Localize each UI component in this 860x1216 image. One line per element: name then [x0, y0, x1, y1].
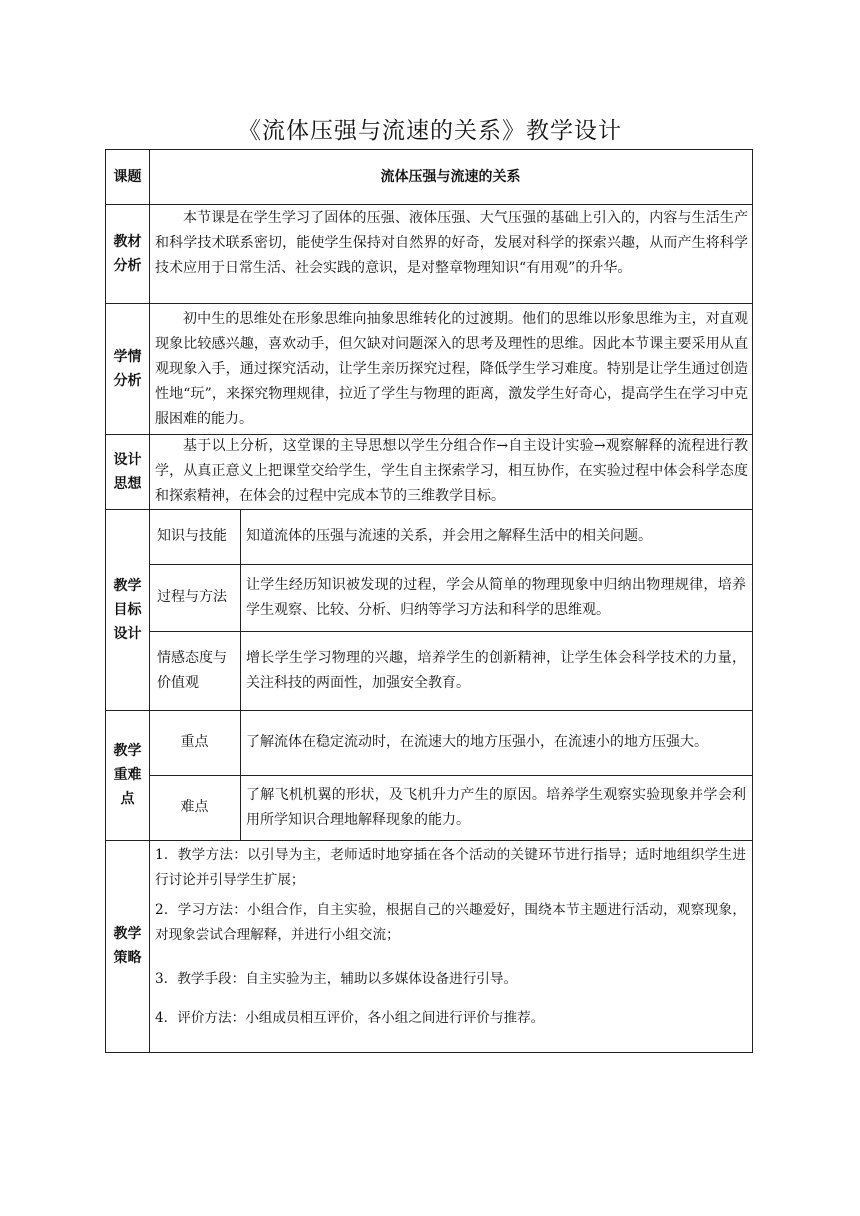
- topic-value: 流体压强与流速的关系: [380, 169, 521, 185]
- goal-name-process: 过程与方法: [157, 589, 227, 605]
- topic-label: 课题: [113, 169, 142, 185]
- strategy-item: 3．教学手段：自主实验为主，辅助以多媒体设备进行引导。: [155, 971, 518, 987]
- key-point-text: 了解流体在稳定流动时，在流速大的地方压强小，在流速小的地方压强大。: [246, 734, 708, 750]
- key-point-name: 重点: [180, 734, 209, 750]
- difficult-point-name: 难点: [180, 799, 209, 815]
- student-analysis-label: 学情 分析: [113, 348, 142, 389]
- teaching-strategy-label: 教学 策略: [113, 926, 142, 966]
- goal-name-knowledge: 知识与技能: [157, 528, 227, 544]
- strategy-item: 2．学习方法：小组合作，自主实验，根据自己的兴趣爱好，围绕本节主题进行活动，观察现象，对现象尝试合理解释，并进行小组交流；: [155, 902, 746, 943]
- student-analysis-text: 初中生的思维处在形象思维向抽象思维转化的过渡期。他们的思维以形象思维为主，对直观现象比较感兴趣，喜欢动手，但欠缺对问题深入的思考及理性的思维。因此本节课主要采用从直观现象入手，通过探究活动，让学生亲历探究过程，降低学生学习难度。特别是让学生通过创造性地“玩”，来探究物理规律，拉近了学生与物理的距离，激发学生好奇心，提高学生在学习中克服困难的能力。: [155, 311, 748, 427]
- difficult-point-text: 了解飞机机翼的形状，及飞机升力产生的原因。培养学生观察实验现象并学会利用所学知识合理地解释现象的能力。: [246, 786, 746, 828]
- goal-text-knowledge: 知道流体的压强与流速的关系，并会用之解释生活中的相关问题。: [246, 528, 652, 544]
- goal-text-process: 让学生经历知识被发现的过程，学会从简单的物理现象中归纳出物理规律，培养学生观察、比较、分析、归纳等学习方法和科学的思维观。: [246, 576, 746, 618]
- strategy-item: 4．评价方法：小组成员相互评价，各小组之间进行评价与推荐。: [155, 1010, 545, 1026]
- textbook-analysis-label: 教材 分析: [113, 233, 142, 274]
- textbook-analysis-text: 本节课是在学生学习了固体的压强、液体压强、大气压强的基础上引入的，内容与生活生产和科学技术联系密切，能使学生保持对自然界的好奇，发展对科学的探索兴趣，从而产生将科学技术应用于日常生活、社会实践的意识，是对整章物理知识“有用观”的升华。: [155, 210, 748, 276]
- key-points-label: 教学 重难 点: [113, 743, 142, 807]
- teaching-strategy-list: [149, 843, 752, 1052]
- design-idea-label: 设计 思想: [113, 451, 142, 492]
- goal-name-attitude: 情感态度与价值观: [157, 649, 227, 691]
- goal-text-attitude: 增长学生学习物理的兴趣，培养学生的创新精神，让学生体会科学技术的力量，关注科技的两面性，加强安全教育。: [246, 649, 746, 691]
- document-title: 《流体压强与流速的关系》教学设计: [238, 118, 622, 144]
- design-idea-text: 基于以上分析，这堂课的主导思想以学生分组合作→自主设计实验→观察解释的流程进行教学，从真正意义上把课堂交给学生，学生自主探索学习，相互协作，在实验过程中体会科学态度和探索精神，在体会的过程中完成本节的三维教学目标。: [155, 438, 748, 504]
- teaching-goals-label: 教学 目标 设计: [113, 577, 142, 642]
- lesson-plan-table: [105, 149, 753, 1053]
- strategy-item: 1．教学方法：以引导为主，老师适时地穿插在各个活动的关键环节进行指导；适时地组织学生进行讨论并引导学生扩展；: [155, 847, 746, 888]
